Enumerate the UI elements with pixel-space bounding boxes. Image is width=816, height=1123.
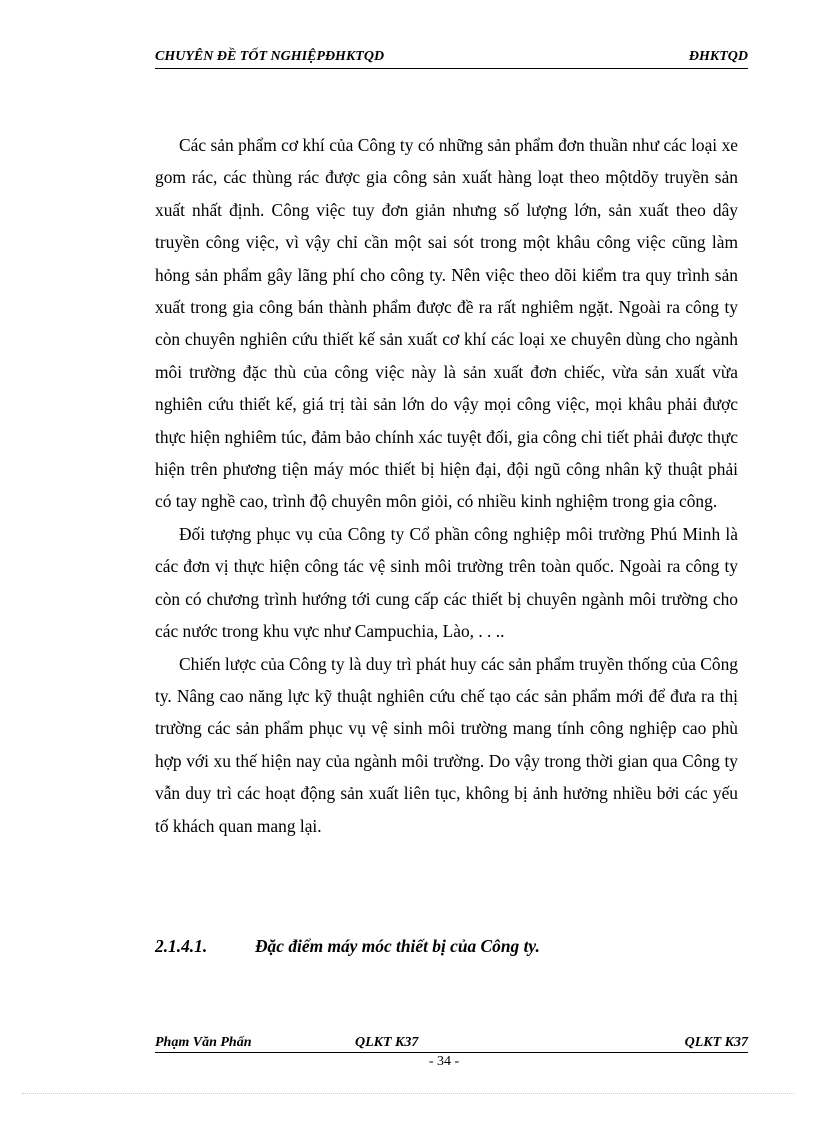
footer-author: Phạm Văn Phấn xyxy=(155,1035,252,1050)
footer-class-right: QLKT K37 xyxy=(684,1035,748,1050)
page-footer xyxy=(155,1034,748,1053)
section-number: 2.1.4.1. xyxy=(155,936,208,956)
footer-class-middle: QLKT K37 xyxy=(355,1035,419,1050)
paragraph-mechanical-products: Các sản phẩm cơ khí của Công ty có những sản phẩm đơn thuần như các loại xe gom rác, các thùng rác được gia công sản xuất hàng loạt theo mộtdõy truyền sản xuất nhất định. Công việc tuy đơn giản nhưng số lượng lớn, sản xuất theo dây truyền công việc, vì vậy chỉ cần một sai sót trong một khâu công việc cũng làm hỏng sản phẩm gây lãng phí cho công ty. Nên việc theo dõi kiểm tra quy trình sản xuất trong gia công bán thành phẩm được đề ra rất nghiêm ngặt. Ngoài ra công ty còn chuyên nghiên cứu thiết kế sản xuất cơ khí các loại xe chuyên dùng cho ngành môi trường đặc thù của công việc này là sản xuất đơn chiếc, vừa sản xuất vừa nghiên cứu thiết kế, giá trị tài sản lớn do vậy mọi công việc, mọi khâu phải được thực hiện nghiêm túc, đảm bảo chính xác tuyệt đối, gia công chi tiết phải được thực hiện trên phương tiện máy móc thiết bị hiện đại, đội ngũ công nhân kỹ thuật phải có tay nghề cao, trình độ chuyên môn giỏi, có nhiều kinh nghiệm trong gia công. xyxy=(155,135,738,512)
paragraph-customers: Đối tượng phục vụ của Công ty Cổ phần công nghiệp môi trường Phú Minh là các đơn vị thực hiện công tác vệ sinh môi trường trên toàn quốc. Ngoài ra công ty còn có chương trình hướng tới cung cấp các thiết bị chuyên ngành môi trường cho các nước trong khu vực như Campuchia, Lào, . . .. xyxy=(155,523,738,642)
section-heading xyxy=(155,936,540,957)
page-number: - 34 - xyxy=(428,1054,460,1069)
paragraph-strategy: Chiến lược của Công ty là duy trì phát huy các sản phẩm truyền thống của Công ty. Nâng cao năng lực kỹ thuật nghiên cứu chế tạo các sản phẩm mới để đưa ra thị trường các sản phẩm phục vụ vệ sinh môi trường mang tính công nghiệp cao phù hợp với xu thế hiện nay của ngành môi trường. Do vậy trong thời gian qua Công ty vẫn duy trì các hoạt động sản xuất liên tục, không bị ảnh hưởng nhiều bởi các yếu tố khách quan mang lại. xyxy=(155,653,738,836)
page-header xyxy=(155,48,748,69)
header-thesis-title: CHUYÊN ĐỀ TỐT NGHIỆPĐHKTQD xyxy=(155,49,385,64)
page-edge-divider xyxy=(22,1093,794,1094)
section-title: Đặc điểm máy móc thiết bị của Công ty. xyxy=(255,936,540,956)
header-university: ĐHKTQD xyxy=(688,49,748,64)
body-text xyxy=(155,129,738,842)
